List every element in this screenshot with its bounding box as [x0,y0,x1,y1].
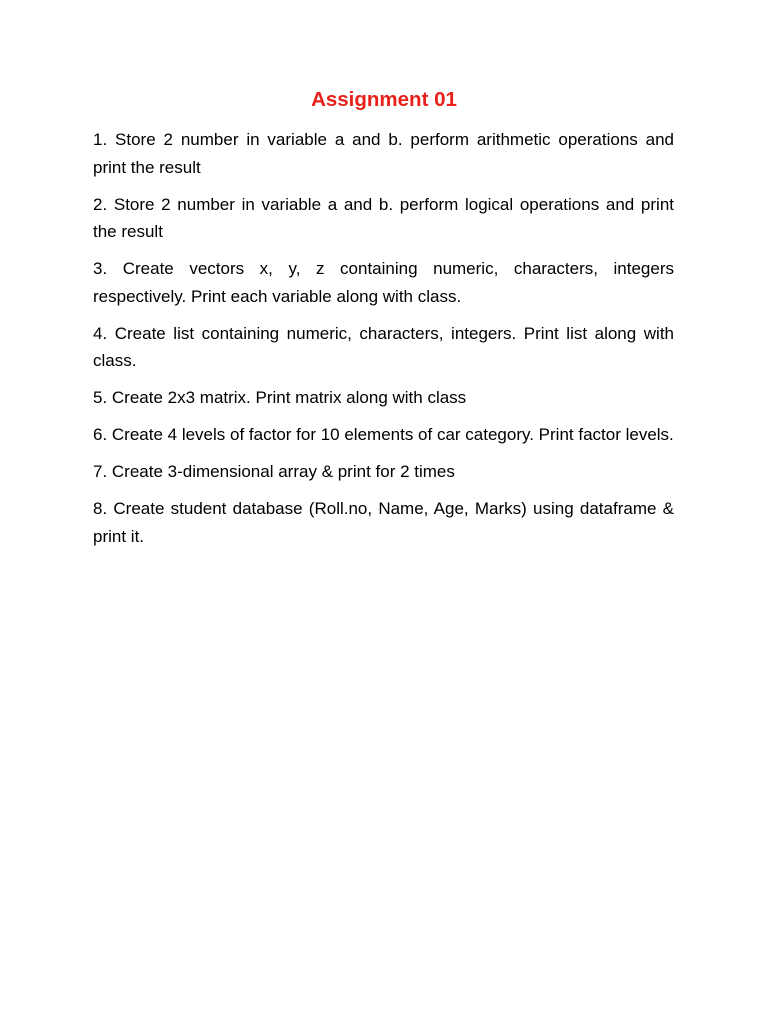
page-title: Assignment 01 [311,88,457,111]
assignment-item-1: 1. Store 2 number in variable a and b. perform arithmetic operations and print the result [93,130,674,177]
assignment-item-2: 2. Store 2 number in variable a and b. perform logical operations and print the result [93,194,674,241]
assignment-list [93,126,674,560]
assignment-item-3: 3. Create vectors x, y, z containing numeric, characters, integers respectively. Print each variable along with class. [93,259,674,306]
assignment-item-4: 4. Create list containing numeric, characters, integers. Print list along with class. [93,323,674,370]
assignment-item-7: 7. Create 3-dimensional array & print for 2 times [93,462,455,481]
assignment-item-5: 5. Create 2x3 matrix. Print matrix along with class [93,388,467,407]
assignment-item-8: 8. Create student database (Roll.no, Name, Age, Marks) using dataframe & print it. [93,499,674,546]
assignment-item-6: 6. Create 4 levels of factor for 10 elements of car category. Print factor levels. [93,425,674,444]
